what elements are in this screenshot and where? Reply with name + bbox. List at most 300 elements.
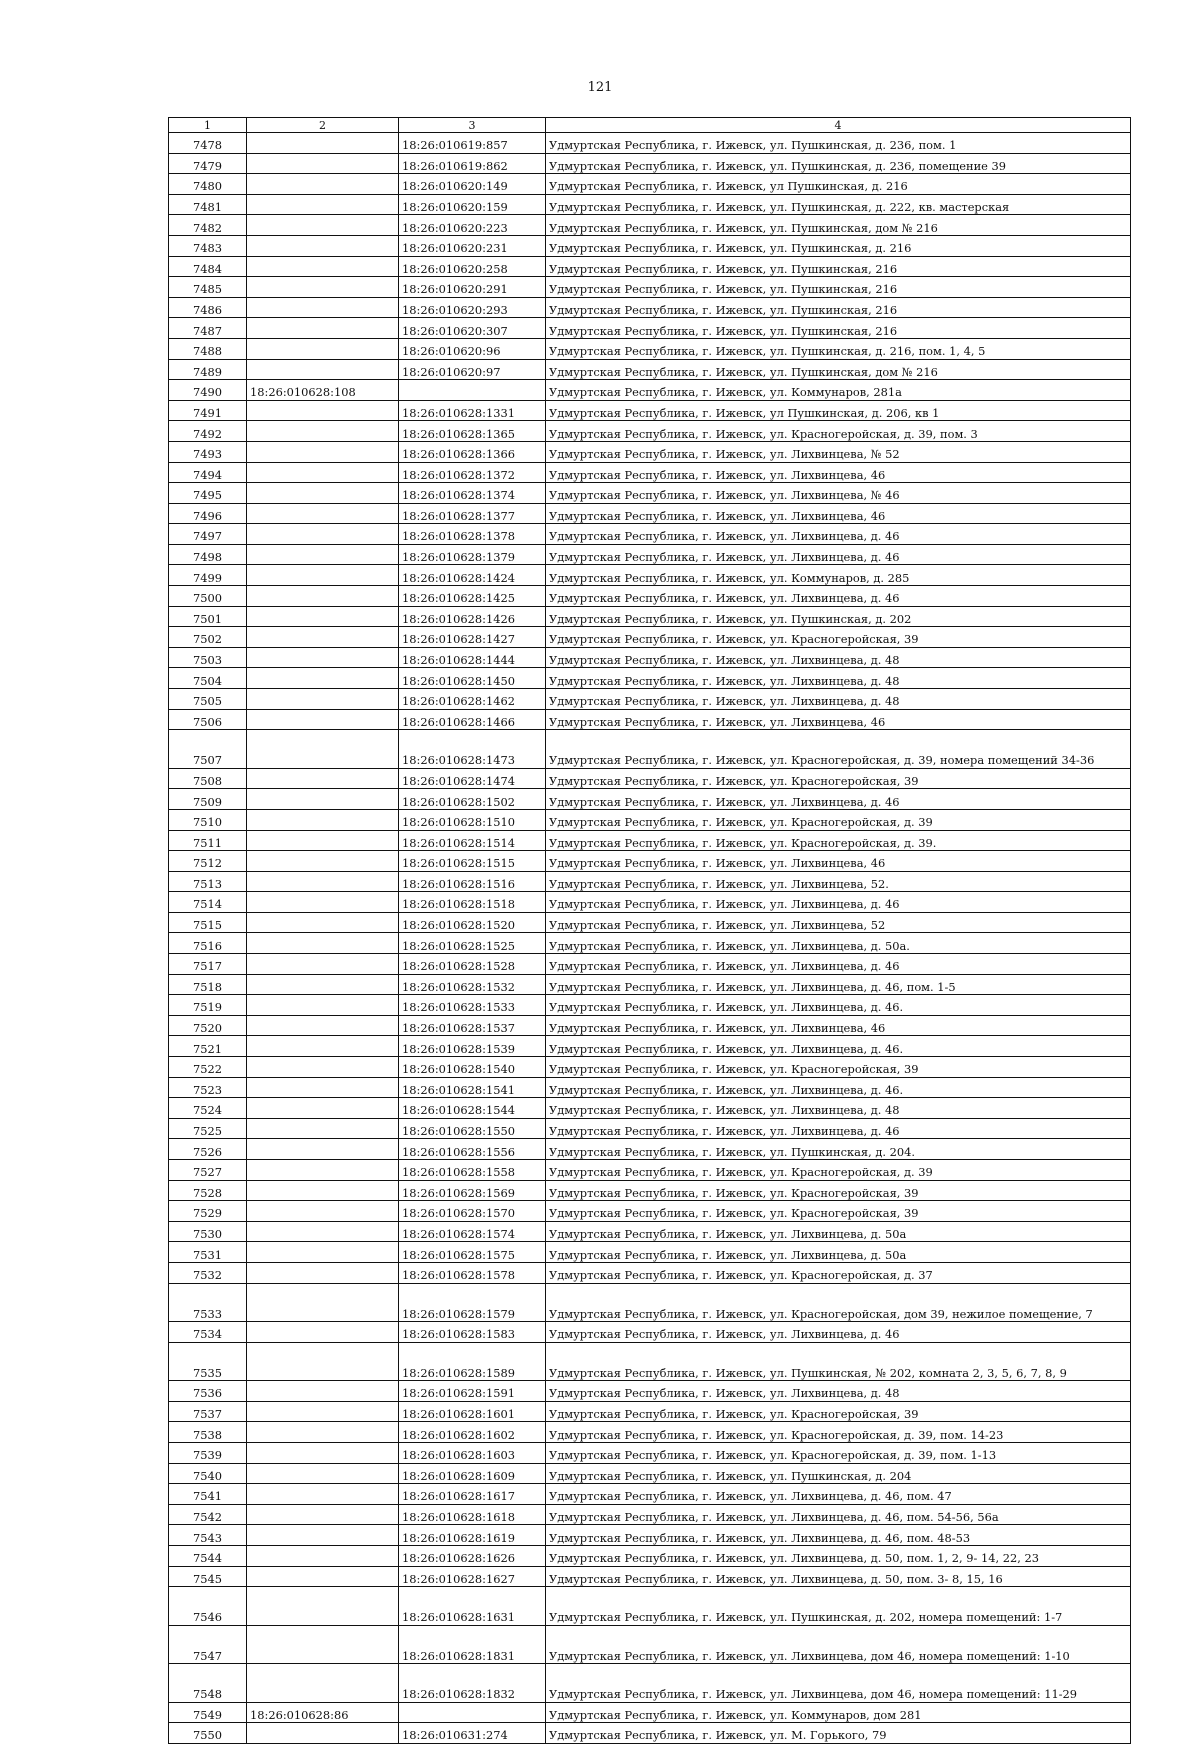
- row-number-cell: 7532: [169, 1262, 247, 1283]
- address-cell: Удмуртская Республика, г. Ижевск, ул. Лихвинцева, д. 46, пом. 1-5: [546, 974, 1131, 995]
- address-cell: Удмуртская Республика, г. Ижевск, ул. Лихвинцева, 46: [546, 1015, 1131, 1036]
- address-cell: Удмуртская Республика, г. Ижевск, ул. Красногеройская, д. 39: [546, 809, 1131, 830]
- land-cadastral-number-cell: [247, 789, 399, 810]
- land-cadastral-number-cell: [247, 1342, 399, 1381]
- table-header-row: [169, 118, 1131, 133]
- land-cadastral-number-cell: [247, 768, 399, 789]
- land-cadastral-number-cell: [247, 400, 399, 421]
- object-cadastral-number-cell: 18:26:010628:1533: [399, 995, 546, 1016]
- object-cadastral-number-cell: 18:26:010620:291: [399, 277, 546, 298]
- row-number-cell: 7507: [169, 730, 247, 769]
- table-row: [169, 462, 1131, 483]
- object-cadastral-number-cell: 18:26:010628:1556: [399, 1139, 546, 1160]
- object-cadastral-number-cell: 18:26:010628:1602: [399, 1422, 546, 1443]
- land-cadastral-number-cell: [247, 277, 399, 298]
- land-cadastral-number-cell: [247, 1587, 399, 1626]
- land-cadastral-number-cell: [247, 1283, 399, 1322]
- object-cadastral-number-cell: 18:26:010628:1570: [399, 1201, 546, 1222]
- row-number-cell: 7535: [169, 1342, 247, 1381]
- land-cadastral-number-cell: [247, 1160, 399, 1181]
- land-cadastral-number-cell: 18:26:010628:108: [247, 380, 399, 401]
- row-number-cell: 7543: [169, 1525, 247, 1546]
- address-cell: Удмуртская Республика, г. Ижевск, ул. Лихвинцева, д. 48: [546, 668, 1131, 689]
- table-row: [169, 524, 1131, 545]
- object-cadastral-number-cell: 18:26:010628:1583: [399, 1322, 546, 1343]
- object-cadastral-number-cell: [399, 380, 546, 401]
- row-number-cell: 7521: [169, 1036, 247, 1057]
- land-cadastral-number-cell: [247, 1625, 399, 1664]
- row-number-cell: 7539: [169, 1442, 247, 1463]
- row-number-cell: 7488: [169, 338, 247, 359]
- object-cadastral-number-cell: 18:26:010620:293: [399, 297, 546, 318]
- address-cell: Удмуртская Республика, г. Ижевск, ул. Пушкинская, дом № 216: [546, 215, 1131, 236]
- address-cell: Удмуртская Республика, г. Ижевск, ул. Лихвинцева, 46: [546, 851, 1131, 872]
- land-cadastral-number-cell: [247, 1422, 399, 1443]
- row-number-cell: 7534: [169, 1322, 247, 1343]
- address-cell: Удмуртская Республика, г. Ижевск, ул. Лихвинцева, д. 50а: [546, 1242, 1131, 1263]
- address-cell: Удмуртская Республика, г. Ижевск, ул. Пушкинская, д. 236, пом. 1: [546, 133, 1131, 154]
- row-number-cell: 7546: [169, 1587, 247, 1626]
- table-row: [169, 1504, 1131, 1525]
- table-row: [169, 133, 1131, 154]
- table-row: [169, 565, 1131, 586]
- land-cadastral-number-cell: [247, 174, 399, 195]
- address-cell: Удмуртская Республика, г. Ижевск, ул. Красногеройская, 39: [546, 768, 1131, 789]
- land-cadastral-number-cell: [247, 1401, 399, 1422]
- object-cadastral-number-cell: 18:26:010628:1425: [399, 586, 546, 607]
- table-row: [169, 318, 1131, 339]
- table-row: [169, 1221, 1131, 1242]
- table-row: [169, 256, 1131, 277]
- row-number-cell: 7494: [169, 462, 247, 483]
- address-cell: Удмуртская Республика, г. Ижевск, ул. Пушкинская, д. 222, кв. мастерская: [546, 194, 1131, 215]
- table-row: [169, 1057, 1131, 1078]
- address-cell: Удмуртская Республика, г. Ижевск, ул. Лихвинцева, дом 46, номера помещений: 1-10: [546, 1625, 1131, 1664]
- row-number-cell: 7512: [169, 851, 247, 872]
- table-row: [169, 338, 1131, 359]
- row-number-cell: 7537: [169, 1401, 247, 1422]
- table-row: [169, 1036, 1131, 1057]
- land-cadastral-number-cell: [247, 318, 399, 339]
- table-row: [169, 851, 1131, 872]
- row-number-cell: 7490: [169, 380, 247, 401]
- row-number-cell: 7513: [169, 871, 247, 892]
- row-number-cell: 7548: [169, 1664, 247, 1703]
- column-header-2: 2: [247, 118, 399, 133]
- table-row: [169, 1242, 1131, 1263]
- address-cell: Удмуртская Республика, г. Ижевск, ул. Пушкинская, д. 204: [546, 1463, 1131, 1484]
- object-cadastral-number-cell: 18:26:010628:1462: [399, 689, 546, 710]
- land-cadastral-number-cell: [247, 194, 399, 215]
- land-cadastral-number-cell: [247, 1262, 399, 1283]
- row-number-cell: 7511: [169, 830, 247, 851]
- row-number-cell: 7487: [169, 318, 247, 339]
- row-number-cell: 7499: [169, 565, 247, 586]
- row-number-cell: 7522: [169, 1057, 247, 1078]
- land-cadastral-number-cell: [247, 586, 399, 607]
- object-cadastral-number-cell: 18:26:010628:1569: [399, 1180, 546, 1201]
- table-row: [169, 1463, 1131, 1484]
- address-cell: Удмуртская Республика, г. Ижевск, ул. Пушкинская, 216: [546, 318, 1131, 339]
- object-cadastral-number-cell: 18:26:010628:1450: [399, 668, 546, 689]
- address-cell: Удмуртская Республика, г. Ижевск, ул. Лихвинцева, № 46: [546, 483, 1131, 504]
- row-number-cell: 7520: [169, 1015, 247, 1036]
- column-header-4: 4: [546, 118, 1131, 133]
- land-cadastral-number-cell: [247, 689, 399, 710]
- table-row: [169, 153, 1131, 174]
- land-cadastral-number-cell: [247, 892, 399, 913]
- object-cadastral-number-cell: 18:26:010628:1532: [399, 974, 546, 995]
- row-number-cell: 7498: [169, 544, 247, 565]
- object-cadastral-number-cell: 18:26:010628:1618: [399, 1504, 546, 1525]
- address-cell: Удмуртская Республика, г. Ижевск, ул. Лихвинцева, д. 48: [546, 689, 1131, 710]
- table-row: [169, 277, 1131, 298]
- object-cadastral-number-cell: 18:26:010628:1617: [399, 1484, 546, 1505]
- table-row: [169, 1201, 1131, 1222]
- column-header-1: 1: [169, 118, 247, 133]
- land-cadastral-number-cell: [247, 912, 399, 933]
- land-cadastral-number-cell: [247, 235, 399, 256]
- table-row: [169, 892, 1131, 913]
- object-cadastral-number-cell: 18:26:010628:1540: [399, 1057, 546, 1078]
- address-cell: Удмуртская Республика, г. Ижевск, ул. Лихвинцева, д. 46: [546, 789, 1131, 810]
- page-number: 121: [587, 80, 613, 95]
- land-cadastral-number-cell: [247, 1664, 399, 1703]
- object-cadastral-number-cell: 18:26:010628:1525: [399, 933, 546, 954]
- row-number-cell: 7491: [169, 400, 247, 421]
- row-number-cell: 7523: [169, 1077, 247, 1098]
- address-cell: Удмуртская Республика, г. Ижевск, ул. Лихвинцева, д. 46: [546, 954, 1131, 975]
- object-cadastral-number-cell: 18:26:010628:1365: [399, 421, 546, 442]
- land-cadastral-number-cell: [247, 1180, 399, 1201]
- object-cadastral-number-cell: 18:26:010628:1619: [399, 1525, 546, 1546]
- row-number-cell: 7484: [169, 256, 247, 277]
- row-number-cell: 7542: [169, 1504, 247, 1525]
- land-cadastral-number-cell: [247, 1201, 399, 1222]
- land-cadastral-number-cell: [247, 606, 399, 627]
- table-row: [169, 1401, 1131, 1422]
- address-cell: Удмуртская Республика, г. Ижевск, ул. Красногеройская, 39: [546, 1180, 1131, 1201]
- land-cadastral-number-cell: [247, 565, 399, 586]
- object-cadastral-number-cell: 18:26:010628:1589: [399, 1342, 546, 1381]
- row-number-cell: 7541: [169, 1484, 247, 1505]
- object-cadastral-number-cell: 18:26:010628:1831: [399, 1625, 546, 1664]
- land-cadastral-number-cell: [247, 1098, 399, 1119]
- land-cadastral-number-cell: [247, 1118, 399, 1139]
- object-cadastral-number-cell: 18:26:010628:1514: [399, 830, 546, 851]
- object-cadastral-number-cell: 18:26:010628:1528: [399, 954, 546, 975]
- land-cadastral-number-cell: [247, 483, 399, 504]
- row-number-cell: 7540: [169, 1463, 247, 1484]
- row-number-cell: 7508: [169, 768, 247, 789]
- land-cadastral-number-cell: [247, 1242, 399, 1263]
- table-row: [169, 297, 1131, 318]
- table-row: [169, 586, 1131, 607]
- object-cadastral-number-cell: 18:26:010628:1424: [399, 565, 546, 586]
- row-number-cell: 7483: [169, 235, 247, 256]
- land-cadastral-number-cell: [247, 153, 399, 174]
- table-row: [169, 400, 1131, 421]
- object-cadastral-number-cell: 18:26:010628:1379: [399, 544, 546, 565]
- address-cell: Удмуртская Республика, г. Ижевск, ул. Красногеройская, 39: [546, 1057, 1131, 1078]
- address-cell: Удмуртская Республика, г. Ижевск, ул. Красногеройская, д. 37: [546, 1262, 1131, 1283]
- address-cell: Удмуртская Республика, г. Ижевск, ул. Лихвинцева, 52: [546, 912, 1131, 933]
- address-cell: Удмуртская Республика, г. Ижевск, ул. Лихвинцева, 46: [546, 503, 1131, 524]
- object-cadastral-number-cell: 18:26:010628:1603: [399, 1442, 546, 1463]
- row-number-cell: 7516: [169, 933, 247, 954]
- address-cell: Удмуртская Республика, г. Ижевск, ул. Лихвинцева, 46: [546, 709, 1131, 730]
- row-number-cell: 7510: [169, 809, 247, 830]
- object-cadastral-number-cell: 18:26:010628:1544: [399, 1098, 546, 1119]
- land-cadastral-number-cell: [247, 709, 399, 730]
- row-number-cell: 7493: [169, 441, 247, 462]
- object-cadastral-number-cell: 18:26:010628:1541: [399, 1077, 546, 1098]
- land-cadastral-number-cell: [247, 647, 399, 668]
- land-cadastral-number-cell: [247, 1723, 399, 1744]
- land-cadastral-number-cell: [247, 627, 399, 648]
- row-number-cell: 7550: [169, 1723, 247, 1744]
- object-cadastral-number-cell: 18:26:010620:231: [399, 235, 546, 256]
- land-cadastral-number-cell: [247, 1221, 399, 1242]
- object-cadastral-number-cell: 18:26:010628:1591: [399, 1381, 546, 1402]
- table-row: [169, 647, 1131, 668]
- address-cell: Удмуртская Республика, г. Ижевск, ул. Лихвинцева, д. 46.: [546, 1036, 1131, 1057]
- table-row: [169, 1283, 1131, 1322]
- object-cadastral-number-cell: 18:26:010628:1366: [399, 441, 546, 462]
- land-cadastral-number-cell: [247, 1322, 399, 1343]
- land-cadastral-number-cell: [247, 338, 399, 359]
- table-row: [169, 1180, 1131, 1201]
- row-number-cell: 7495: [169, 483, 247, 504]
- row-number-cell: 7481: [169, 194, 247, 215]
- table-row: [169, 709, 1131, 730]
- row-number-cell: 7524: [169, 1098, 247, 1119]
- row-number-cell: 7492: [169, 421, 247, 442]
- address-cell: Удмуртская Республика, г. Ижевск, ул. Красногеройская, д. 39.: [546, 830, 1131, 851]
- table-row: [169, 194, 1131, 215]
- table-row: [169, 1587, 1131, 1626]
- table-row: [169, 1702, 1131, 1723]
- address-cell: Удмуртская Республика, г. Ижевск, ул. Лихвинцева, д. 46.: [546, 995, 1131, 1016]
- land-cadastral-number-cell: [247, 809, 399, 830]
- address-cell: Удмуртская Республика, г. Ижевск, ул. Красногеройская, 39: [546, 1201, 1131, 1222]
- address-cell: Удмуртская Республика, г. Ижевск, ул. Коммунаров, 281а: [546, 380, 1131, 401]
- row-number-cell: 7515: [169, 912, 247, 933]
- address-cell: Удмуртская Республика, г. Ижевск, ул. Лихвинцева, № 52: [546, 441, 1131, 462]
- object-cadastral-number-cell: [399, 1702, 546, 1723]
- table-row: [169, 421, 1131, 442]
- address-cell: Удмуртская Республика, г. Ижевск, ул. Пушкинская, д. 202: [546, 606, 1131, 627]
- table-row: [169, 1077, 1131, 1098]
- land-cadastral-number-cell: [247, 1545, 399, 1566]
- object-cadastral-number-cell: 18:26:010628:1377: [399, 503, 546, 524]
- object-cadastral-number-cell: 18:26:010628:1427: [399, 627, 546, 648]
- row-number-cell: 7482: [169, 215, 247, 236]
- table-row: [169, 1342, 1131, 1381]
- table-row: [169, 789, 1131, 810]
- land-cadastral-number-cell: [247, 1139, 399, 1160]
- table-row: [169, 441, 1131, 462]
- object-cadastral-number-cell: 18:26:010628:1627: [399, 1566, 546, 1587]
- address-cell: Удмуртская Республика, г. Ижевск, ул. Лихвинцева, д. 46, пом. 54-56, 56а: [546, 1504, 1131, 1525]
- object-cadastral-number-cell: 18:26:010628:1609: [399, 1463, 546, 1484]
- address-cell: Удмуртская Республика, г. Ижевск, ул. Пушкинская, 216: [546, 277, 1131, 298]
- object-cadastral-number-cell: 18:26:010620:258: [399, 256, 546, 277]
- land-cadastral-number-cell: [247, 462, 399, 483]
- row-number-cell: 7509: [169, 789, 247, 810]
- address-cell: Удмуртская Республика, г. Ижевск, ул. Красногеройская, д. 39, пом. 3: [546, 421, 1131, 442]
- object-cadastral-number-cell: 18:26:010628:1331: [399, 400, 546, 421]
- address-cell: Удмуртская Республика, г. Ижевск, ул. М. Горького, 79: [546, 1723, 1131, 1744]
- row-number-cell: 7538: [169, 1422, 247, 1443]
- row-number-cell: 7478: [169, 133, 247, 154]
- address-cell: Удмуртская Республика, г. Ижевск, ул. Красногеройская, д. 39, номера помещений 34-36: [546, 730, 1131, 769]
- address-cell: Удмуртская Республика, г. Ижевск, ул. Лихвинцева, дом 46, номера помещений: 11-29: [546, 1664, 1131, 1703]
- land-cadastral-number-cell: [247, 215, 399, 236]
- address-cell: Удмуртская Республика, г. Ижевск, ул. Лихвинцева, д. 46: [546, 524, 1131, 545]
- address-cell: Удмуртская Республика, г. Ижевск, ул. Лихвинцева, д. 48: [546, 1098, 1131, 1119]
- table-row: [169, 668, 1131, 689]
- table-row: [169, 359, 1131, 380]
- row-number-cell: 7528: [169, 1180, 247, 1201]
- address-cell: Удмуртская Республика, г. Ижевск, ул. Лихвинцева, д. 50а.: [546, 933, 1131, 954]
- row-number-cell: 7479: [169, 153, 247, 174]
- object-cadastral-number-cell: 18:26:010628:1601: [399, 1401, 546, 1422]
- land-cadastral-number-cell: [247, 1463, 399, 1484]
- object-cadastral-number-cell: 18:26:010628:1378: [399, 524, 546, 545]
- table-row: [169, 1625, 1131, 1664]
- address-cell: Удмуртская Республика, г. Ижевск, ул. Пушкинская, д. 202, номера помещений: 1-7: [546, 1587, 1131, 1626]
- object-cadastral-number-cell: 18:26:010628:1374: [399, 483, 546, 504]
- row-number-cell: 7514: [169, 892, 247, 913]
- address-cell: Удмуртская Республика, г. Ижевск, ул. Пушкинская, д. 216: [546, 235, 1131, 256]
- row-number-cell: 7527: [169, 1160, 247, 1181]
- address-cell: Удмуртская Республика, г. Ижевск, ул. Пушкинская, дом № 216: [546, 359, 1131, 380]
- table-row: [169, 1098, 1131, 1119]
- object-cadastral-number-cell: 18:26:010628:1574: [399, 1221, 546, 1242]
- row-number-cell: 7536: [169, 1381, 247, 1402]
- row-number-cell: 7531: [169, 1242, 247, 1263]
- table-row: [169, 606, 1131, 627]
- row-number-cell: 7529: [169, 1201, 247, 1222]
- table-row: [169, 1422, 1131, 1443]
- land-cadastral-number-cell: [247, 544, 399, 565]
- object-cadastral-number-cell: 18:26:010628:1537: [399, 1015, 546, 1036]
- object-cadastral-number-cell: 18:26:010620:159: [399, 194, 546, 215]
- land-cadastral-number-cell: [247, 1504, 399, 1525]
- object-cadastral-number-cell: 18:26:010628:1518: [399, 892, 546, 913]
- row-number-cell: 7496: [169, 503, 247, 524]
- address-cell: Удмуртская Республика, г. Ижевск, ул. Лихвинцева, д. 46, пом. 47: [546, 1484, 1131, 1505]
- table-row: [169, 1545, 1131, 1566]
- land-cadastral-number-cell: [247, 830, 399, 851]
- land-cadastral-number-cell: [247, 421, 399, 442]
- land-cadastral-number-cell: [247, 1484, 399, 1505]
- object-cadastral-number-cell: 18:26:010628:1578: [399, 1262, 546, 1283]
- object-cadastral-number-cell: 18:26:010619:857: [399, 133, 546, 154]
- address-cell: Удмуртская Республика, г. Ижевск, ул. Лихвинцева, д. 46: [546, 1118, 1131, 1139]
- row-number-cell: 7485: [169, 277, 247, 298]
- object-cadastral-number-cell: 18:26:010628:1626: [399, 1545, 546, 1566]
- address-cell: Удмуртская Республика, г. Ижевск, ул. Пушкинская, д. 236, помещение 39: [546, 153, 1131, 174]
- address-cell: Удмуртская Республика, г. Ижевск, ул. Красногеройская, 39: [546, 627, 1131, 648]
- table-row: [169, 1566, 1131, 1587]
- address-cell: Удмуртская Республика, г. Ижевск, ул. Лихвинцева, д. 50, пом. 1, 2, 9- 14, 22, 23: [546, 1545, 1131, 1566]
- table-row: [169, 174, 1131, 195]
- column-header-3: 3: [399, 118, 546, 133]
- address-cell: Удмуртская Республика, г. Ижевск, ул. Красногеройская, д. 39, пом. 1-13: [546, 1442, 1131, 1463]
- object-cadastral-number-cell: 18:26:010628:1516: [399, 871, 546, 892]
- table-row: [169, 1322, 1131, 1343]
- table-row: [169, 830, 1131, 851]
- address-cell: Удмуртская Республика, г. Ижевск, ул. Пушкинская, № 202, комната 2, 3, 5, 6, 7, 8, 9: [546, 1342, 1131, 1381]
- row-number-cell: 7486: [169, 297, 247, 318]
- address-cell: Удмуртская Республика, г. Ижевск, ул. Красногеройская, д. 39: [546, 1160, 1131, 1181]
- address-cell: Удмуртская Республика, г. Ижевск, ул. Лихвинцева, д. 46: [546, 892, 1131, 913]
- address-cell: Удмуртская Республика, г. Ижевск, ул Пушкинская, д. 216: [546, 174, 1131, 195]
- object-cadastral-number-cell: 18:26:010628:1444: [399, 647, 546, 668]
- row-number-cell: 7547: [169, 1625, 247, 1664]
- table-row: [169, 544, 1131, 565]
- land-cadastral-number-cell: [247, 133, 399, 154]
- row-number-cell: 7530: [169, 1221, 247, 1242]
- table-row: [169, 503, 1131, 524]
- object-cadastral-number-cell: 18:26:010628:1515: [399, 851, 546, 872]
- row-number-cell: 7517: [169, 954, 247, 975]
- object-cadastral-number-cell: 18:26:010620:307: [399, 318, 546, 339]
- table-row: [169, 1015, 1131, 1036]
- land-cadastral-number-cell: [247, 256, 399, 277]
- land-cadastral-number-cell: [247, 1015, 399, 1036]
- row-number-cell: 7501: [169, 606, 247, 627]
- land-cadastral-number-cell: [247, 1442, 399, 1463]
- land-cadastral-number-cell: [247, 933, 399, 954]
- land-cadastral-number-cell: [247, 524, 399, 545]
- land-cadastral-number-cell: [247, 974, 399, 995]
- object-cadastral-number-cell: 18:26:010628:1539: [399, 1036, 546, 1057]
- land-cadastral-number-cell: [247, 668, 399, 689]
- table-row: [169, 1118, 1131, 1139]
- table-row: [169, 768, 1131, 789]
- address-cell: Удмуртская Республика, г. Ижевск, ул Пушкинская, д. 206, кв 1: [546, 400, 1131, 421]
- table-row: [169, 1484, 1131, 1505]
- address-cell: Удмуртская Республика, г. Ижевск, ул. Коммунаров, дом 281: [546, 1702, 1131, 1723]
- row-number-cell: 7500: [169, 586, 247, 607]
- object-cadastral-number-cell: 18:26:010628:1372: [399, 462, 546, 483]
- land-cadastral-number-cell: [247, 851, 399, 872]
- table-row: [169, 954, 1131, 975]
- object-cadastral-number-cell: 18:26:010628:1473: [399, 730, 546, 769]
- object-cadastral-number-cell: 18:26:010628:1575: [399, 1242, 546, 1263]
- table-row: [169, 380, 1131, 401]
- address-cell: Удмуртская Республика, г. Ижевск, ул. Лихвинцева, д. 48: [546, 647, 1131, 668]
- table-row: [169, 1381, 1131, 1402]
- row-number-cell: 7544: [169, 1545, 247, 1566]
- table-row: [169, 1262, 1131, 1283]
- row-number-cell: 7506: [169, 709, 247, 730]
- object-cadastral-number-cell: 18:26:010628:1474: [399, 768, 546, 789]
- address-cell: Удмуртская Республика, г. Ижевск, ул. Лихвинцева, д. 46.: [546, 1077, 1131, 1098]
- address-cell: Удмуртская Республика, г. Ижевск, ул. Лихвинцева, д. 46, пом. 48-53: [546, 1525, 1131, 1546]
- row-number-cell: 7549: [169, 1702, 247, 1723]
- row-number-cell: 7502: [169, 627, 247, 648]
- address-cell: Удмуртская Республика, г. Ижевск, ул. Лихвинцева, д. 46: [546, 544, 1131, 565]
- address-cell: Удмуртская Республика, г. Ижевск, ул. Красногеройская, 39: [546, 1401, 1131, 1422]
- land-cadastral-number-cell: [247, 1057, 399, 1078]
- row-number-cell: 7497: [169, 524, 247, 545]
- object-cadastral-number-cell: 18:26:010628:1558: [399, 1160, 546, 1181]
- address-cell: Удмуртская Республика, г. Ижевск, ул. Лихвинцева, 46: [546, 462, 1131, 483]
